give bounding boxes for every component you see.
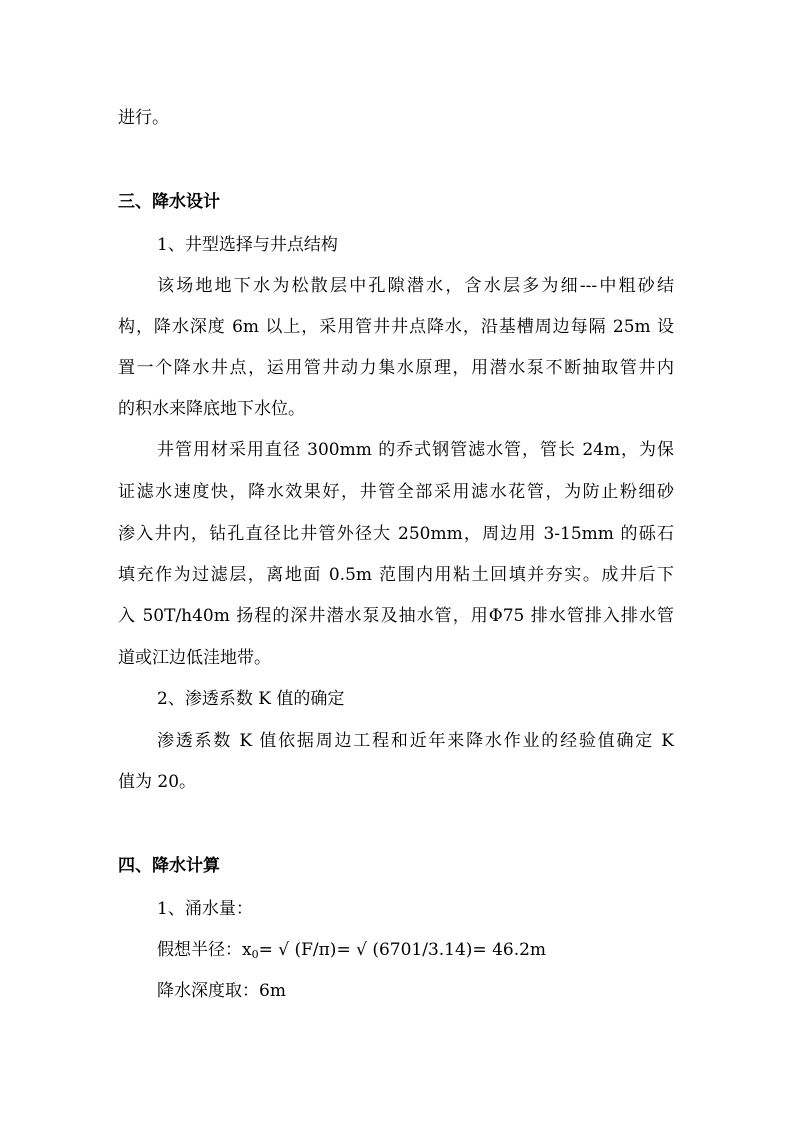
paragraph-line: 值为 20。 xyxy=(118,772,197,792)
formula-radius xyxy=(157,939,546,966)
paragraph-line: 该场地地下水为松散层中孔隙潜水，含水层多为细---中粗砂结 xyxy=(157,276,674,296)
paragraph-line: 渗透系数 K 值依据周边工程和近年来降水作业的经验值确定 K xyxy=(157,731,674,751)
section-heading-drainage-design: 三、降水设计 xyxy=(118,192,220,212)
paragraph-line: 构，降水深度 6m 以上，采用管井井点降水，沿基槽周边每隔 25m 设 xyxy=(118,317,674,337)
formula-subscript: 0 xyxy=(251,948,259,961)
paragraph-line: 的积水来降底地下水位。 xyxy=(118,399,305,419)
formula-suffix: = √ (F/π)= √ (6701/3.14)= 46.2m xyxy=(258,940,547,960)
paragraph-line: 降水深度取：6m xyxy=(157,981,286,1001)
subheading-water-inflow: 1、涌水量： xyxy=(157,899,253,919)
subheading-well-type: 1、井型选择与井点结构 xyxy=(157,235,338,255)
subheading-permeability: 2、渗透系数 K 值的确定 xyxy=(157,689,345,709)
paragraph-line: 入 50T/h40m 扬程的深井潜水泵及抽水管，用Φ75 排水管排入排水管 xyxy=(118,606,674,626)
paragraph-line: 道或江边低洼地带。 xyxy=(118,648,271,668)
paragraph-line: 证滤水速度快，降水效果好，井管全部采用滤水花管，为防止粉细砂 xyxy=(118,482,674,502)
paragraph-line: 填充作为过滤层，离地面 0.5m 范围内用粘土回填并夯实。成井后下 xyxy=(118,565,674,585)
paragraph-continuation: 进行。 xyxy=(118,108,169,128)
formula-prefix: 假想半径：x xyxy=(157,940,252,960)
paragraph-line: 渗入井内，钻孔直径比井管外径大 250mm，周边用 3-15mm 的砾石 xyxy=(118,524,674,544)
section-heading-drainage-calc: 四、降水计算 xyxy=(118,856,220,876)
paragraph-line: 井管用材采用直径 300mm 的乔式钢管滤水管，管长 24m，为保 xyxy=(157,440,674,460)
paragraph-line: 置一个降水井点，运用管井动力集水原理，用潜水泵不断抽取管井内 xyxy=(118,358,674,378)
